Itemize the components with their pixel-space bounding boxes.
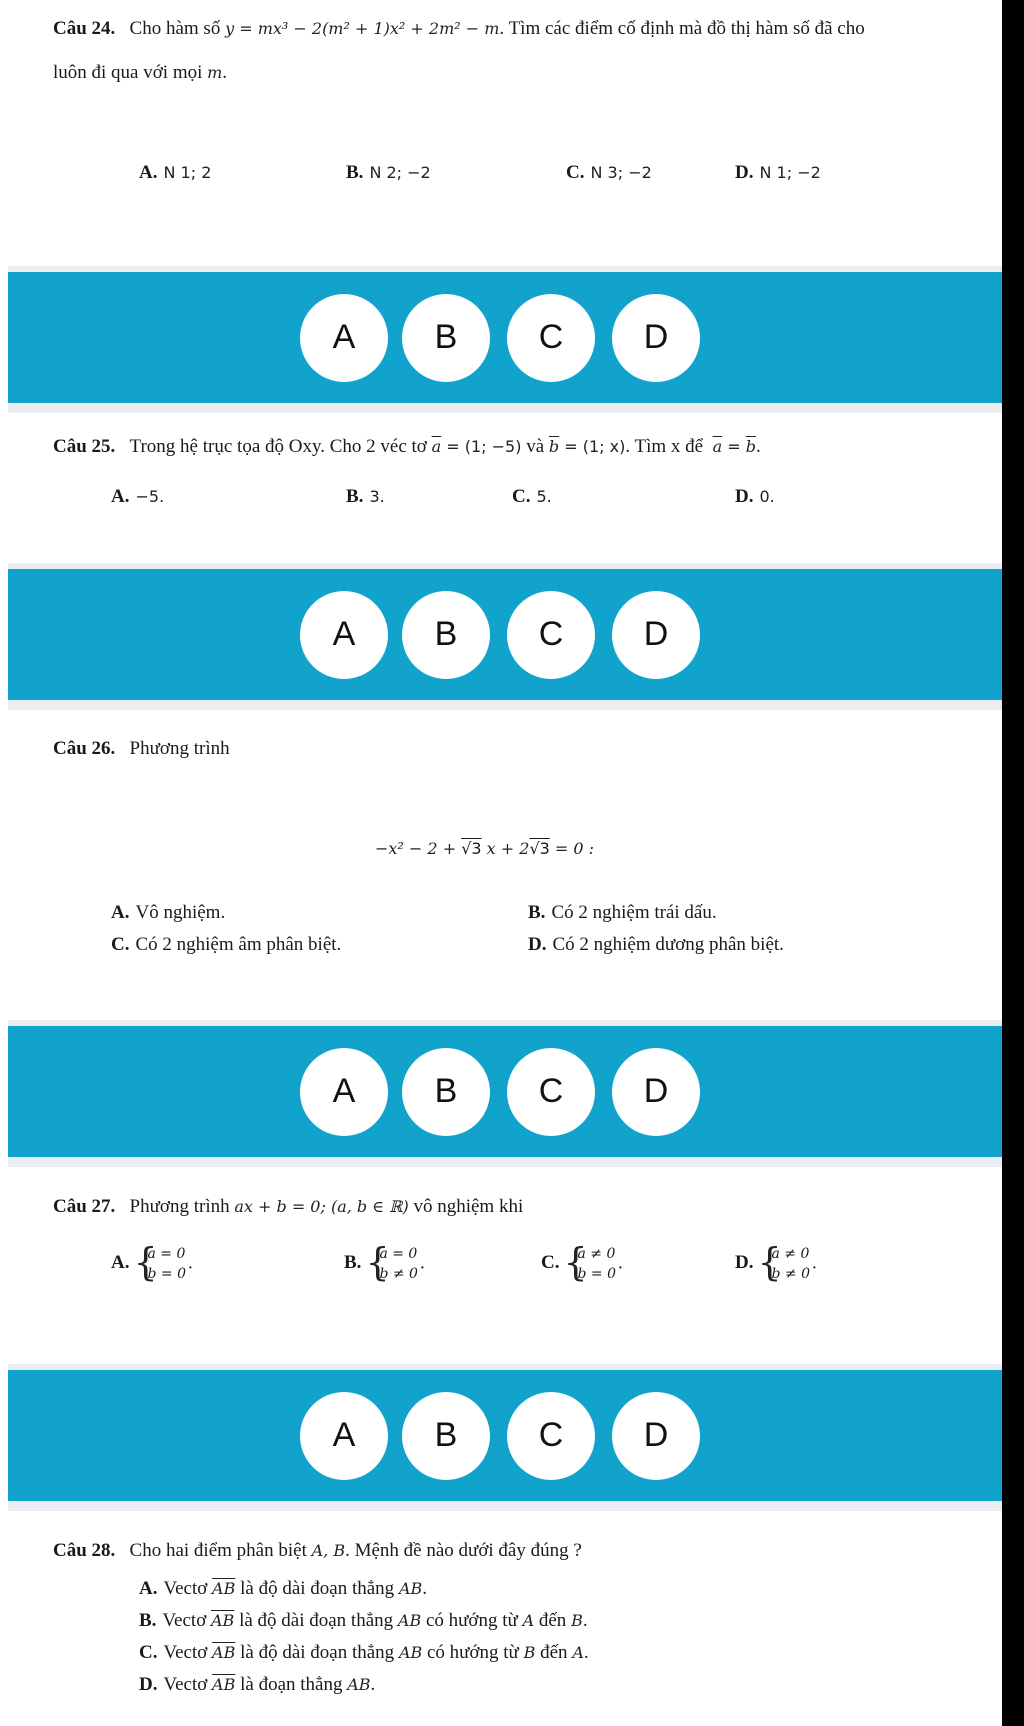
- option-b: [344, 1244, 425, 1284]
- answer-button-b[interactable]: B: [402, 1392, 490, 1480]
- option-letter: D.: [735, 486, 754, 507]
- option-text: Vectơ: [162, 1610, 207, 1631]
- question-text: luôn đi qua với mọi: [53, 62, 203, 83]
- option-text: Có 2 nghiệm trái dấu.: [551, 902, 717, 923]
- option-letter: B.: [139, 1610, 157, 1631]
- option-a: [111, 1244, 193, 1284]
- option-c: [566, 162, 652, 185]
- option-c: [111, 934, 341, 957]
- question-number: Câu 25.: [53, 436, 116, 457]
- option-letter: B.: [346, 162, 364, 183]
- question-28-line-1: [53, 1540, 582, 1563]
- segment-ab: AB: [347, 1675, 371, 1694]
- question-text: Trong hệ trục tọa độ Oxy. Cho 2 véc tơ: [129, 436, 427, 457]
- option-c: [512, 486, 552, 509]
- vector-ab: $\overline{AB}$: [212, 1579, 236, 1598]
- answer-button-c[interactable]: C: [507, 1392, 595, 1480]
- punctuation: .: [755, 436, 761, 457]
- option-letter: C.: [139, 1642, 158, 1663]
- panel-divider: [8, 403, 1002, 413]
- question-27-line-1: [53, 1196, 523, 1219]
- point: A: [572, 1643, 584, 1662]
- question-text: và: [526, 436, 545, 457]
- question-number: Câu 24.: [53, 18, 116, 39]
- answer-panel: [8, 563, 1002, 700]
- vector-b-value: = (1; x): [559, 437, 626, 456]
- option-letter: A.: [139, 1578, 158, 1599]
- option-c: [139, 1642, 589, 1665]
- vector-ab: $\overline{AB}$: [212, 1643, 236, 1662]
- punctuation: .: [617, 1252, 623, 1274]
- answer-button-b[interactable]: B: [402, 294, 490, 382]
- sqrt-3: √3: [529, 839, 550, 858]
- option-text: có hướng từ: [427, 1642, 519, 1663]
- question-text: Cho hàm số: [129, 18, 221, 39]
- option-text: là độ dài đoạn thẳng: [240, 1642, 395, 1663]
- option-text: đến: [538, 1610, 567, 1631]
- answer-button-d[interactable]: D: [612, 294, 700, 382]
- equation-part: −x² − 2 +: [375, 839, 462, 858]
- system-line: b ≠ 0: [771, 1266, 810, 1282]
- equation: [375, 838, 594, 861]
- option-text: −5.: [135, 487, 165, 506]
- answer-button-d[interactable]: D: [612, 1048, 700, 1136]
- punctuation: .: [222, 62, 228, 83]
- option-letter: D.: [139, 1674, 158, 1695]
- option-letter: C.: [541, 1252, 560, 1274]
- answer-button-b[interactable]: B: [402, 591, 490, 679]
- vector-a-value: = (1; −5): [441, 437, 522, 456]
- equation-part: = 0 :: [549, 839, 595, 858]
- vector-b: $\overline{b}$: [548, 437, 560, 456]
- option-d: [735, 1244, 817, 1284]
- option-text: Vectơ: [163, 1674, 208, 1695]
- answer-button-c[interactable]: C: [507, 294, 595, 382]
- option-b: [139, 1610, 588, 1633]
- question-text: . Mệnh đề nào dưới đây đúng ?: [345, 1540, 582, 1561]
- option-b: [528, 902, 717, 925]
- point: A: [522, 1611, 535, 1630]
- equation-system: [367, 1244, 418, 1284]
- answer-button-d[interactable]: D: [612, 591, 700, 679]
- question-text: Phương trình: [129, 738, 230, 759]
- option-text: là độ dài đoạn thẳng: [239, 1610, 394, 1631]
- option-d: [139, 1674, 375, 1697]
- option-letter: A.: [139, 162, 158, 183]
- answer-panel: [8, 1020, 1002, 1157]
- option-text: Vectơ: [163, 1578, 208, 1599]
- punctuation: .: [583, 1642, 589, 1663]
- question-text: vô nghiệm khi: [413, 1196, 524, 1217]
- system-line: { a = 0: [147, 1246, 186, 1262]
- question-26-line-1: [53, 738, 230, 761]
- option-letter: B.: [528, 902, 546, 923]
- option-letter: C.: [512, 486, 531, 507]
- panel-divider: [8, 1157, 1002, 1167]
- equals-sign: =: [722, 437, 746, 456]
- option-text: Vô nghiệm.: [135, 902, 226, 923]
- vector-ab: $\overline{AB}$: [212, 1675, 236, 1694]
- option-c: [541, 1244, 623, 1284]
- system-line: { a = 0: [379, 1246, 418, 1262]
- option-letter: D.: [735, 162, 754, 183]
- system-line: b ≠ 0: [379, 1266, 418, 1282]
- equation-system: [135, 1244, 186, 1284]
- option-d: [528, 934, 784, 957]
- segment-ab: AB: [398, 1579, 423, 1598]
- system-line: b = 0: [577, 1266, 616, 1282]
- segment-ab: AB: [397, 1611, 422, 1630]
- answer-button-a[interactable]: A: [300, 294, 388, 382]
- punctuation: .: [187, 1252, 193, 1274]
- option-text: là đoạn thẳng: [240, 1674, 343, 1695]
- option-letter: A.: [111, 902, 130, 923]
- segment-ab: AB: [398, 1643, 423, 1662]
- option-letter: B.: [346, 486, 364, 507]
- variable: m: [207, 63, 223, 82]
- answer-panel: [8, 1364, 1002, 1501]
- answer-button-a[interactable]: A: [300, 591, 388, 679]
- panel-divider: [8, 700, 1002, 710]
- sqrt-3: √3: [461, 839, 482, 858]
- option-text: có hướng từ: [425, 1610, 518, 1631]
- question-25-line-1: [53, 436, 761, 459]
- system-line: { a ≠ 0: [577, 1246, 616, 1262]
- answer-button-c[interactable]: C: [507, 1048, 595, 1136]
- option-text: 0.: [759, 487, 775, 506]
- answer-panel: [8, 266, 1002, 403]
- option-text: N 2; −2: [369, 163, 431, 182]
- question-text: Phương trình: [129, 1196, 230, 1217]
- equation-part: x + 2: [481, 839, 530, 858]
- answer-button-c[interactable]: C: [507, 591, 595, 679]
- option-b: [346, 486, 385, 509]
- option-d: [735, 486, 775, 509]
- question-text: . Tìm các điểm cố định mà đồ thị hàm số đã cho: [499, 18, 865, 39]
- point: B: [523, 1643, 536, 1662]
- option-text: N 1; 2: [163, 163, 212, 182]
- vector-a: $\overline{a}$: [431, 437, 442, 456]
- punctuation: .: [419, 1252, 425, 1274]
- option-text: là độ dài đoạn thẳng: [240, 1578, 395, 1599]
- vector-a: $\overline{a}$: [712, 437, 723, 456]
- punctuation: .: [811, 1252, 817, 1274]
- answer-button-b[interactable]: B: [402, 1048, 490, 1136]
- punctuation: .: [582, 1610, 588, 1631]
- option-a: [139, 1578, 427, 1601]
- option-text: đến: [540, 1642, 568, 1663]
- question-24-line-1: [53, 18, 865, 41]
- option-text: Có 2 nghiệm âm phân biệt.: [135, 934, 342, 955]
- equation-system: [565, 1244, 616, 1284]
- formula: y = mx³ − 2(m² + 1)x² + 2m² − m: [225, 19, 500, 38]
- option-text: 5.: [536, 487, 552, 506]
- option-letter: C.: [111, 934, 130, 955]
- vector-ab: $\overline{AB}$: [211, 1611, 235, 1630]
- question-24-line-2: [53, 62, 227, 85]
- option-letter: D.: [528, 934, 547, 955]
- option-letter: D.: [735, 1252, 754, 1274]
- option-text: N 1; −2: [759, 163, 821, 182]
- panel-divider: [8, 1501, 1002, 1511]
- option-d: [735, 162, 821, 185]
- points: A, B: [311, 1541, 346, 1560]
- punctuation: .: [370, 1674, 376, 1695]
- question-number: Câu 28.: [53, 1540, 116, 1561]
- system-line: b = 0: [147, 1266, 186, 1282]
- option-text: 3.: [369, 487, 385, 506]
- option-a: [139, 162, 211, 185]
- option-text: Có 2 nghiệm dương phân biệt.: [552, 934, 784, 955]
- option-letter: A.: [111, 486, 130, 507]
- option-letter: C.: [566, 162, 585, 183]
- option-text: N 3; −2: [590, 163, 652, 182]
- vector-b: $\overline{b}$: [745, 437, 756, 456]
- option-b: [346, 162, 431, 185]
- option-a: [111, 486, 164, 509]
- option-text: Vectơ: [163, 1642, 208, 1663]
- option-letter: B.: [344, 1252, 362, 1274]
- question-text: Cho hai điểm phân biệt: [129, 1540, 307, 1561]
- system-line: { a ≠ 0: [771, 1246, 810, 1262]
- question-number: Câu 27.: [53, 1196, 116, 1217]
- option-letter: A.: [111, 1252, 130, 1274]
- equation-system: [759, 1244, 810, 1284]
- option-a: [111, 902, 225, 925]
- point: B: [571, 1611, 583, 1630]
- answer-button-a[interactable]: A: [300, 1392, 388, 1480]
- question-number: Câu 26.: [53, 738, 116, 759]
- question-text: . Tìm x để: [625, 436, 704, 457]
- formula: ax + b = 0; (a, b ∈ ℝ): [234, 1197, 409, 1216]
- answer-button-d[interactable]: D: [612, 1392, 700, 1480]
- answer-button-a[interactable]: A: [300, 1048, 388, 1136]
- punctuation: .: [422, 1578, 427, 1599]
